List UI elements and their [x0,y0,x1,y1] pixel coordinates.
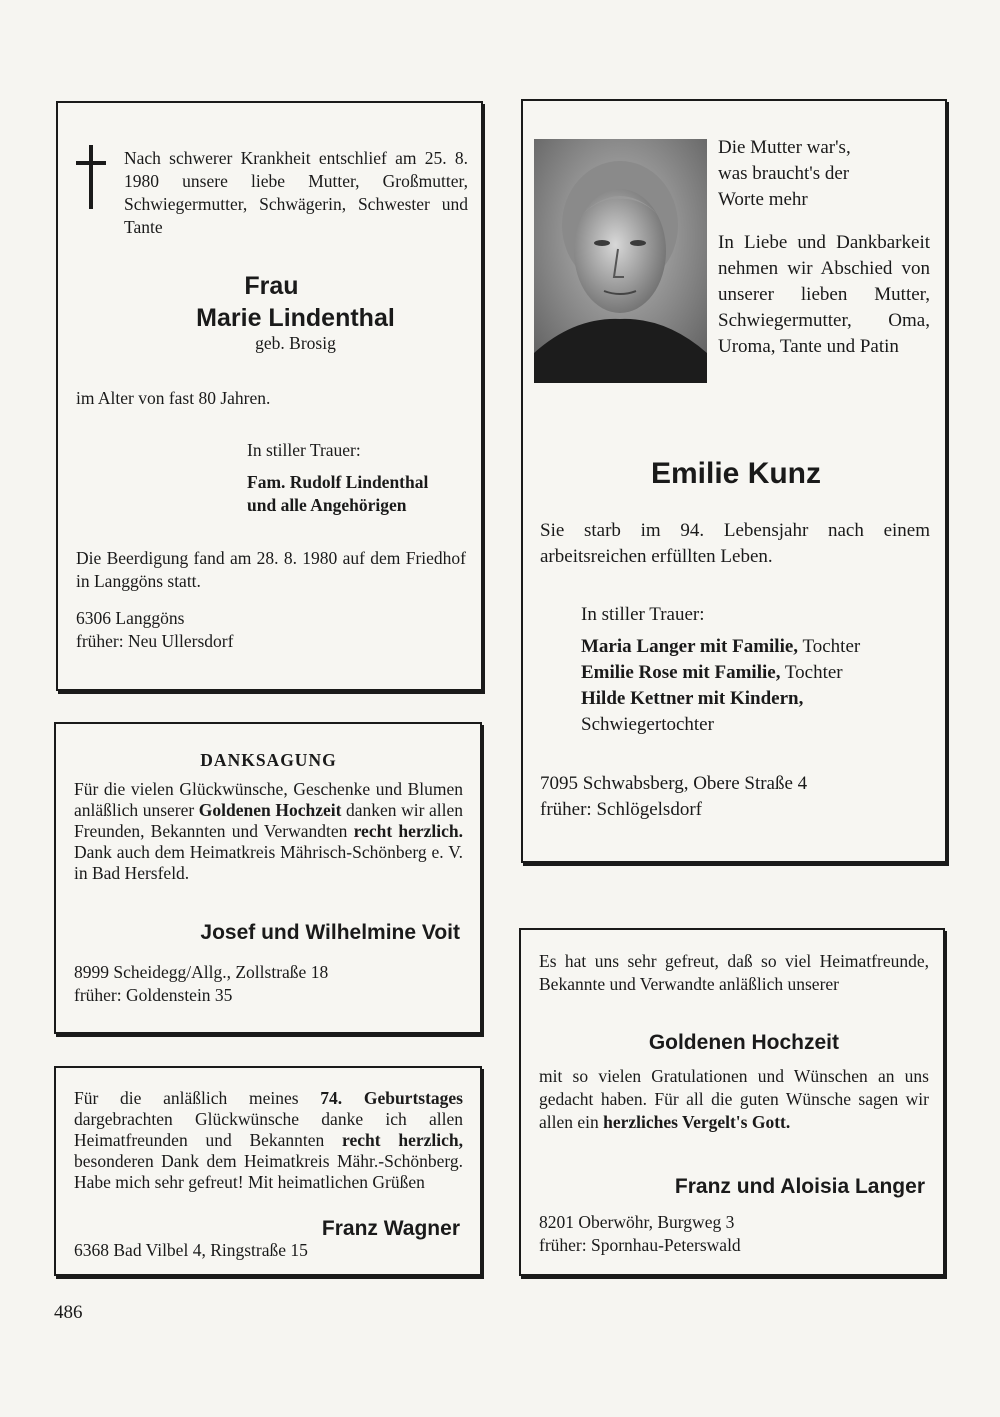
kunz-mourning-label: In stiller Trauer: [581,604,705,625]
deceased-name: Marie Lindenthal [196,304,395,332]
langer-intro: Es hat uns sehr gefreut, daß so viel Heimatfreunde, Bekannte und Verwandte anläßlich unserer [539,951,929,994]
portrait-photo [534,139,707,383]
mourning-label: In stiller Trauer: [247,440,361,460]
address-line1: 6306 Langgöns [76,608,185,628]
wagner-name: Franz Wagner [321,1217,460,1240]
danksagung-text: Für die vielen Glückwünsche, Geschenke und Blumen anläßlich unserer Goldenen Hochzeit danken wir allen Freunden, Bekannten und Verwandten recht herzlich. Dank auch dem Heimatkreis Mährisch-Schönberg e. V. in Bad Hersfeld. [74,779,464,883]
deceased-name-kunz: Emilie Kunz [650,457,822,490]
danksagung-title: DANKSAGUNG [200,750,337,770]
kunz-address-line1: 7095 Schwabsberg, Obere Straße 4 [540,773,808,794]
obituary-intro: Nach schwerer Krankheit entschlief am 25. 8. 1980 unsere liebe Mutter, Großmutter, Schwiegermutter, Schwägerin, Schwester und Tante [124,148,468,237]
thanks-wagner [54,1066,482,1276]
voit-address-line2: früher: Goldenstein 35 [74,985,233,1005]
life-text: Sie starb im 94. Lebensjahr nach einem arbeitsreichen erfüllten Leben. [540,520,930,567]
wagner-address: 6368 Bad Vilbel 4, Ringstraße 15 [74,1240,308,1260]
langer-address-line1: 8201 Oberwöhr, Burgweg 3 [539,1212,735,1232]
langer-event: Goldenen Hochzeit [648,1031,839,1054]
page-number: 486 [54,1302,83,1323]
obituary-kunz [521,99,947,863]
mourners-line1: Fam. Rudolf Lindenthal [247,472,429,492]
voit-address-line1: 8999 Scheidegg/Allg., Zollstraße 18 [74,962,329,982]
funeral-text: Die Beerdigung fand am 28. 8. 1980 auf dem Friedhof in Langgöns statt. [76,548,466,591]
age-text: im Alter von fast 80 Jahren. [76,388,271,408]
mourners-line2: und alle Angehörigen [247,495,407,515]
kunz-mourners: Maria Langer mit Familie, Tochter Emilie Rose mit Familie, Tochter Hilde Kettner mit Kindern, Schwiegertochter [581,636,861,735]
kunz-address-line2: früher: Schlögelsdorf [540,799,702,820]
danksagung-voit [54,722,482,1034]
obituary-lindenthal [56,101,483,691]
langer-names: Franz und Aloisia Langer [674,1175,925,1198]
langer-address-line2: früher: Spornhau-Peterswald [539,1235,741,1255]
langer-text: mit so vielen Gratulationen und Wünschen an uns gedacht haben. Für all die guten Wünsche sagen wir allen ein herzliches Vergelt's Gott. [539,1066,929,1132]
address-line2: früher: Neu Ullersdorf [76,631,234,651]
voit-names: Josef und Wilhelmine Voit [200,921,460,944]
salutation: Frau [244,272,299,300]
wagner-text: Für die anläßlich meines 74. Geburtstages dargebrachten Glückwünsche danke ich allen Heimatfreunden und Bekannten recht herzlich, besonderen Dank dem Heimatkreis Mähr.-Schönberg. Habe mich sehr gefreut! Mit heimatlichen Grüßen [74,1088,463,1192]
cross-icon [76,145,106,209]
quote: Die Mutter war's, was braucht's der Worte mehr [718,137,851,210]
birth-name: geb. Brosig [255,333,336,353]
farewell-text: In Liebe und Dankbarkeit nehmen wir Abschied von unserer lieben Mutter, Schwiegermutter, Oma, Uroma, Tante und Patin [718,232,930,357]
golden-wedding-langer [519,928,945,1276]
